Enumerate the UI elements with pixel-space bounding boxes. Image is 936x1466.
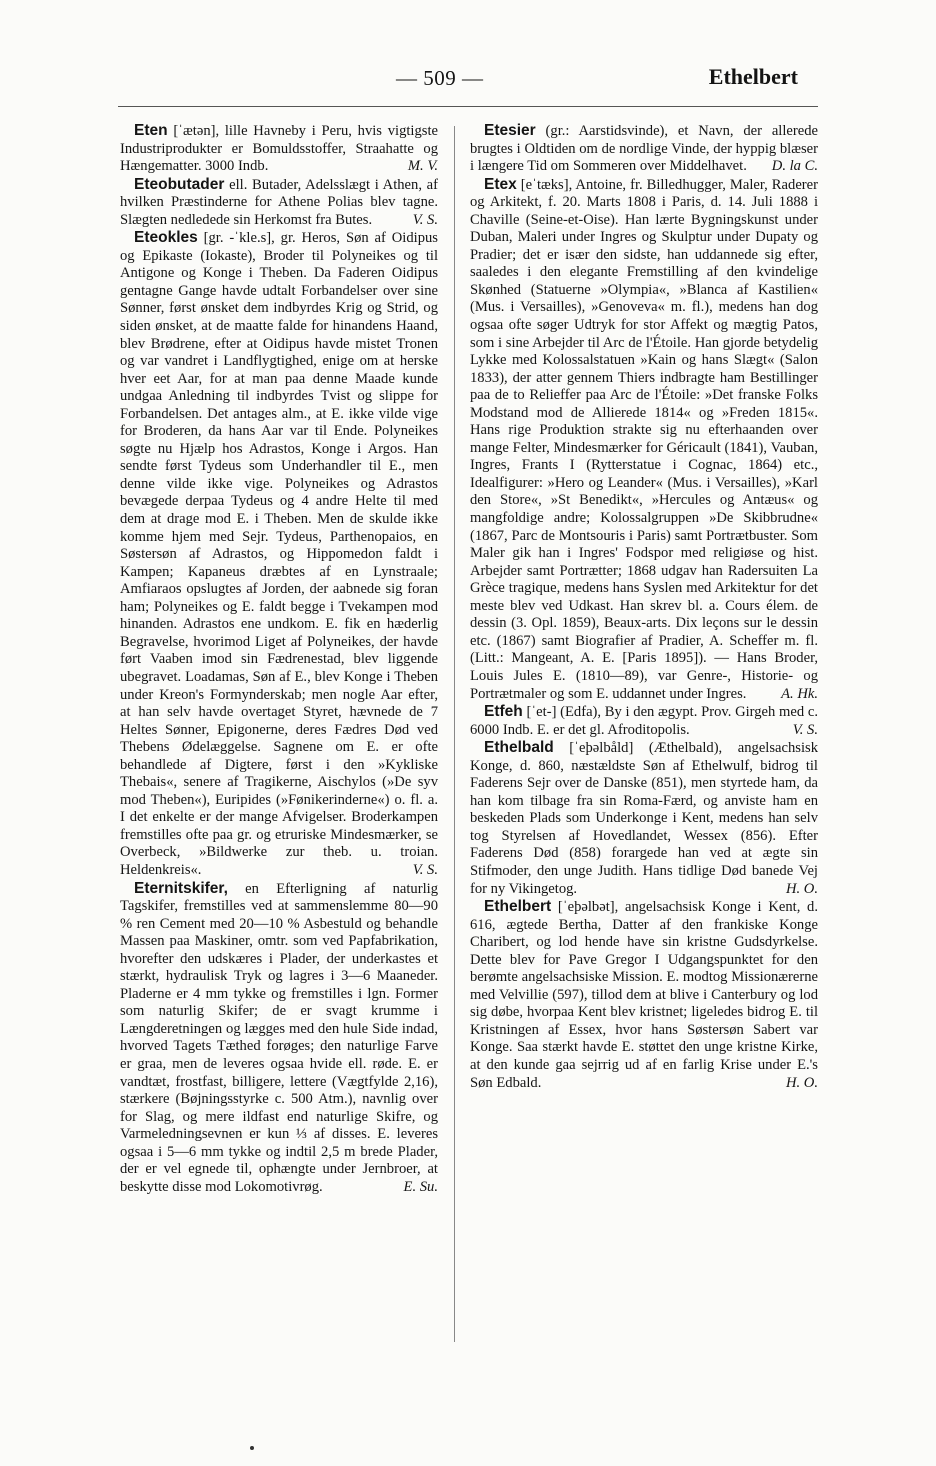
column-divider bbox=[454, 126, 455, 1342]
entry-term: Eteobutader bbox=[134, 175, 225, 193]
entry-term: Etfeh bbox=[484, 703, 523, 721]
entry-eteobutader bbox=[120, 176, 438, 230]
page-header bbox=[0, 66, 936, 98]
entry-signature: V. S. bbox=[792, 721, 818, 738]
entry-eteokles bbox=[120, 229, 438, 879]
entry-etfeh bbox=[470, 703, 818, 739]
entry-term: Etex bbox=[484, 175, 517, 193]
entry-eten bbox=[120, 122, 438, 176]
entry-body: [eˈtæks], Antoine, fr. Billedhugger, Maler, Raderer og Arkitekt, f. 20. Marts 1808 i Paris, d. 14. Juli 1888 i Chaville (Seine-et-Oise). Han lærte Bygningskunst under Duban, Maleri under Ingres og Skulptur under Dupaty og Pradier; det er især den sidste, han uddannede sig efter, saaledes i den elegante Fremstilling af den kvindelige Skønhed (Statuerne »Olympia«, »Blanca af Kastilien« (Mus. i Versailles), »Genoveva« m. fl.), medens han dog ogsaa ofte søger Udtryk for stor Affekt og mægtig Patos, som i sine Arbejder til Arc de l'Étoile. Han gjorde betydelig Lykke med Kolossalstatuen »Kain og hans Slægt« (Salon 1833), der atter gennem Thiers indbragte ham Bestillinger paa de to Relieffer paa Arc de l'Étoile: »Det franske Folks Modstand mod de Allierede 1814« og »Freden 1815«. Hans rige Produktion strakte sig nu efterhaanden over mange Felter, Mindesmærker for Géricault (1841), Vauban, Ingres, Frants I (Rytterstatue i Cognac, 1864) etc., Idealfigurer: »Hero og Leander« (Mus. i Versailles), »Karl den Store«, »St Benedikt«, »Hercules og Antæus« og mangfoldige andre; Kolossalgruppen »De Skibbrudne« (1867, Parc de Montsouris i Paris) samt Portrætbuster. Som Maler gik han i Ingres' Fodspor med religiøse og hist. Arbejder samt Portrætter; 1868 udgav han Radersuiten La Grèce tragique, medens hans Syslen med Arkitektur for det meste blev ved Udkast. Han skrev bl. a. Cours élem. de dessin (3. Opl. 1859), Beaux-arts. Dix leçons sur le dessin etc. (1867) samt Biografier af Pradier, A. Scheffer m. fl. (Litt.: Mangeant, A. E. [Paris 1895]). — Hans Broder, Louis Jules E. (1810—89), var Genre-, Historie- og Portrætmaler og som E. uddannet under Ingres. bbox=[470, 176, 818, 702]
entry-term: Eten bbox=[134, 122, 168, 139]
entry-term: Eteokles bbox=[134, 229, 198, 247]
entry-signature: H. O. bbox=[785, 1074, 818, 1091]
entry-ethelbert bbox=[470, 898, 818, 1092]
entry-etesier bbox=[470, 122, 818, 176]
entry-signature: H. O. bbox=[785, 880, 818, 897]
entry-body: ell. Butader, Adelsslægt i Athen, af hvilken Præstinderne for Athene Polias blev tagne. Slægten nedledede sin Herkomst fra Butes. bbox=[120, 176, 438, 228]
entry-signature: D. la C. bbox=[771, 158, 818, 175]
entry-body: [ˈeþəlbət], angelsachsisk Konge i Kent, d. 616, ægtede Bertha, Datter af den frankiske Konge Charibert, og lod hende have sin kristne Gudsdyrkelse. Dette blev for Pave Gregor I Udgangspunktet for den berømte angelsachsiske Mission. E. modtog Missionærerne med Velvillie (597), tillod dem at blive i Canterbury og lod sig døbe, hvorpaa Kent blev kristnet; ligeledes bidrog E. til Kristningen af Essex, hvor hans Søstersøn Sabert var Konge. Saa stærkt havde E. støttet den unge kristne Kirke, at den kunde gaa sejrrig ud af en farlig Krise under E.'s Søn Edbald. bbox=[470, 899, 818, 1091]
entry-body: [ˈætən], lille Havneby i Peru, hvis vigtigste Industriprodukter er Bomuldsstoffer, Straahatte og Hængematter. 3000 Indb. bbox=[120, 123, 438, 175]
entry-signature: A. Hk. bbox=[781, 685, 818, 702]
right-column bbox=[470, 122, 818, 1092]
entry-body: (gr.: Aarstidsvinde), et Navn, der allerede brugtes i Oldtiden om de nordlige Vinde, der hyppig blæser i længere Tid om Sommeren over Middelhavet. bbox=[470, 123, 818, 175]
running-headword: Ethelbert bbox=[708, 64, 798, 89]
entry-body: [gr. -ˈkle.s], gr. Heros, Søn af Oidipus og Epikaste (Iokaste), Broder til Polyneikes og til Antigone og Konge i Theben. Da Faderen Oidipus gentagne Gange havde udtalt Forbandelser over sine Sønner, først ønsket dem indbyrdes Krig og Strid, og siden ønsket, at de maatte falde for hinandens Haand, blev Brødrene, efter at Oidipus havde mistet Tronen og var vandret i Landflygtighed, enige om at herske hver eet Aar, for at man paa denne Maade kunde undgaa Anledning til indbyrdes Tvist og slippe for Forbandelsen. Det antages alm., at E. ikke vilde vige for Broderen, da hans Aar var til Ende. Polyneikes søgte nu Hjælp hos Adrastos, Konge i Argos. Han sendte først Tydeus som Underhandler til E., men denne vilde ikke vige. Polyneikes og Adrastos bevægede derpaa Tydeus og 4 andre Helte til med dem at drage mod E. i Theben. Men de skulde ikke komme hjem med Sejr. Tydeus, Parthenopaios, en Søstersøn af Adrastos, og Hippomedon faldt i Kampen; Kapaneus dræbtes af en Lynstraale; Amfiaraos opslugtes af Jorden, der aabnede sig foran ham; Polyneikes og E. faldt begge i Tvekampen mod hinanden. Adrastos ene undkom. E. fik en hæderlig Begravelse, hvorimod Liget af Polyneikes, der havde ført Vaaben imod sin Fædrenestad, blev liggende ubegravet. Loadamas, Søn af E., blev Konge i Theben under Kreon's Formynderskab; men nogle Aar efter, at han selv havde overtaget Styret, hævnede de 7 Heltes Sønner, Epigonerne, deres Fædres Død ved Thebens Ødelæggelse. Sagnene om E. er ofte behandlede af Digtere, først i den »Kykliske Thebais«, senere af Tragikerne, Aischylos (»De syv mod Theben«), Euripides (»Fønikerinderne«) o. fl. a. I det enkelte er der mange Afvigelser. Broderkampen fremstilles ofte paa gr. og etruriske Mindesmærker, se Overbeck, »Bildwerke zur theb. u. troian. Heldenkreis«. bbox=[120, 230, 438, 878]
entry-term: Etesier bbox=[484, 122, 536, 139]
entry-body: [ˈet-] (Edfa), By i den ægypt. Prov. Girgeh med c. 6000 Indb. E. er det gl. Afroditopolis. bbox=[470, 704, 818, 738]
footer-dot bbox=[250, 1446, 254, 1450]
entry-signature: V. S. bbox=[412, 861, 438, 878]
entry-eternitskifer bbox=[120, 880, 438, 1197]
entry-signature: M. V. bbox=[407, 158, 438, 175]
left-column bbox=[120, 122, 438, 1196]
entry-body: [ˈeþəlbåld] (Æthelbald), angelsachsisk Konge, d. 860, næstældste Søn af Ethelwulf, bidrog til Faderens Sejr over de Danske (851), men styrtede ham, da han kom tilbage fra sin Roma-Færd, og anviste ham en beskeden Plads som Underkonge i Kent, medens han selv tog Styrelsen af Hovedlandet, Wessex (856). Efter Faderens Død (858) forargede han ved at ægte sin Stifmoder, den unge Judith. Hans tidlige Død banede Vej for ny Vikingetog. bbox=[470, 740, 818, 897]
entry-signature: E. Su. bbox=[403, 1178, 438, 1195]
entry-etex bbox=[470, 176, 818, 703]
entry-term: Eternitskifer, bbox=[134, 879, 228, 897]
entry-ethelbald bbox=[470, 739, 818, 898]
entry-term: Ethelbald bbox=[484, 739, 554, 757]
entry-body: en Efterligning af naturlig Tagskifer, fremstilles ved at sammenslemme 80—90 % ren Cement med 20—10 % Asbestuld og behandle Massen paa Maskiner, omtr. som ved Papfabrikation, hvorefter den udskæres i Plader, der underkastes et stærkt, hydraulisk Tryk og lagres i 3—6 Maaneder. Pladerne er 4 mm tykke og fremstilles i lgn. Former som naturlig Skifer; de er svagt krumme i Længderetningen og lægges med den hule Side indad, hvorved Tagets Tæthed forøges; den naturlige Farve er graa, men de leveres ogsaa hvide ell. røde. E. er vandtæt, frostfast, billigere, lettere (Vægtfylde 2,16), stærkere (Bøjningsstyrke c. 500 Atm.), navnlig over for Slag, og mere ildfast end naturlige Skifre, og Varmeledningsevnen er kun ⅓ af disses. E. leveres ogsaa i 5—6 mm tykke og indtil 2,5 m brede Plader, der er vel egnede til, ophængte under Jernbroer, at beskytte disse mod Lokomotivrøg. bbox=[120, 880, 438, 1195]
entry-term: Ethelbert bbox=[484, 898, 552, 916]
page-number: — 509 — bbox=[396, 66, 484, 90]
entry-signature: V. S. bbox=[412, 211, 438, 228]
header-rule bbox=[118, 106, 818, 107]
